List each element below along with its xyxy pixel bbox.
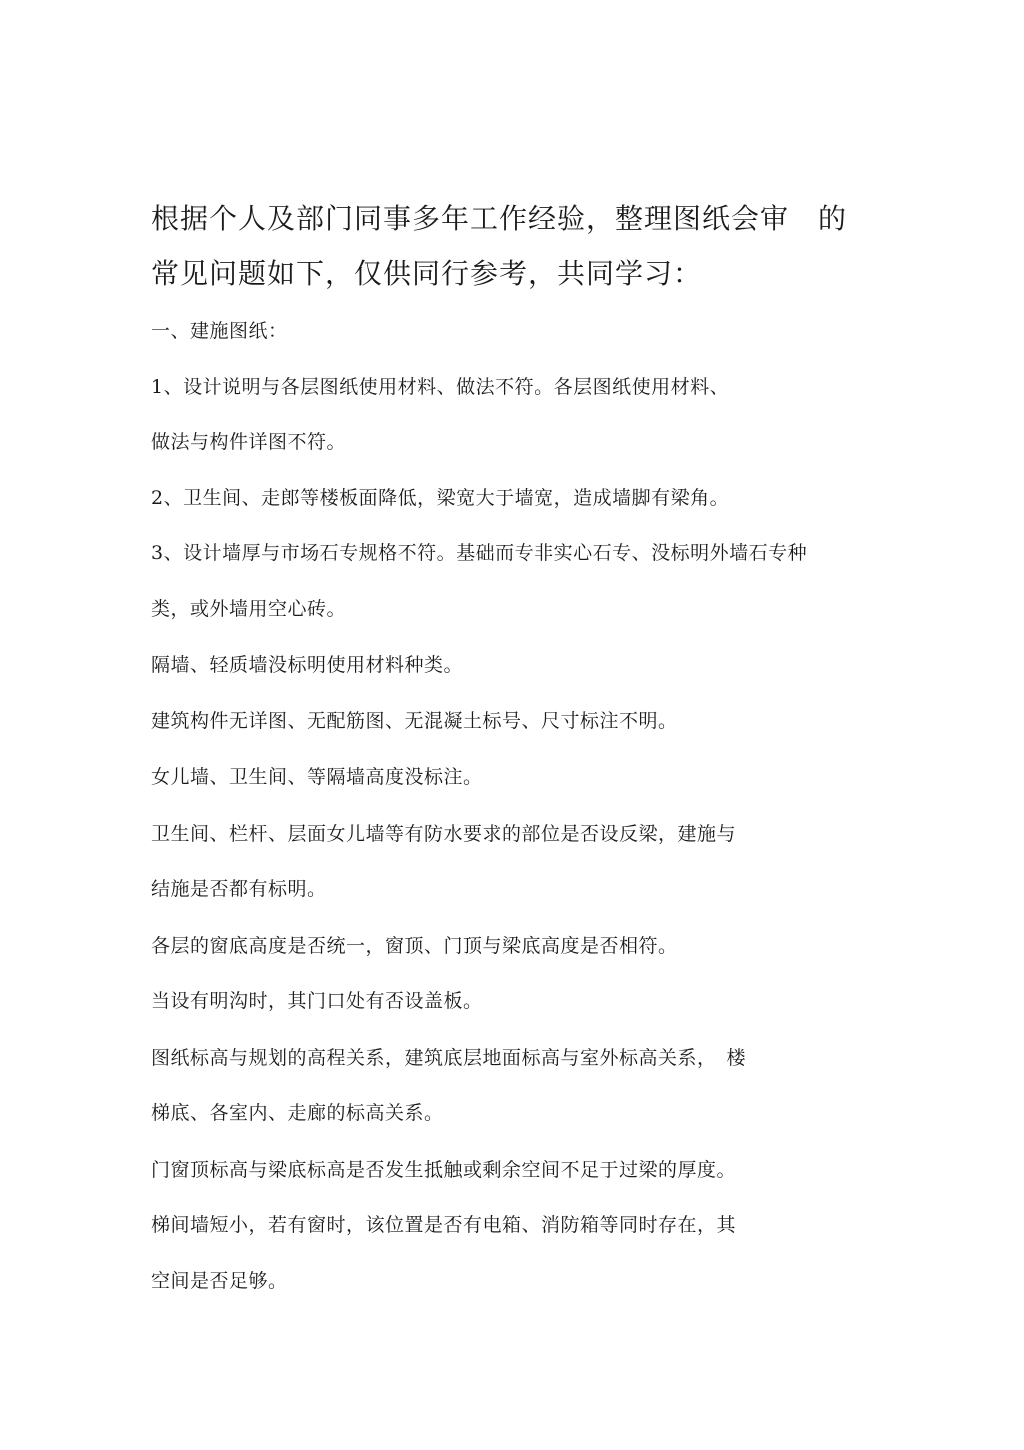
body-line-16: 梯间墙短小，若有窗时，该位置是否有电箱、消防箱等同时存在，其: [151, 1214, 737, 1236]
body-line-5: 类，或外墙用空心砖。: [151, 598, 347, 620]
body-line-14: 梯底、各室内、走廊的标高关系。: [151, 1102, 444, 1124]
body-line-4: 3、设计墙厚与市场石专规格不符。基础而专非实心石专、没标明外墙石专种: [151, 542, 808, 564]
body-line-17: 空间是否足够。: [151, 1270, 288, 1292]
section-heading: 一、建施图纸：: [151, 320, 288, 342]
body-line-15: 门窗顶标高与梁底标高是否发生抵触或剩余空间不足于过梁的厚度。: [151, 1159, 737, 1181]
body-line-13: 图纸标高与规划的高程关系，建筑底层地面标高与室外标高关系， 楼: [151, 1047, 747, 1069]
body-line-6: 隔墙、轻质墙没标明使用材料种类。: [151, 654, 464, 676]
title-line-2: 常见问题如下，仅供同行参考，共同学习：: [151, 257, 703, 290]
body-line-3: 2、卫生间、走郎等楼板面降低，梁宽大于墙宽，造成墙脚有梁角。: [151, 487, 730, 509]
body-line-1: 1、设计说明与各层图纸使用材料、做法不符。各层图纸使用材料、: [151, 376, 730, 398]
body-line-9: 卫生间、栏杆、层面女儿墙等有防水要求的部位是否设反梁，建施与: [151, 823, 737, 845]
body-line-12: 当设有明沟时，其门口处有否设盖板。: [151, 990, 483, 1012]
title-line-1: 根据个人及部门同事多年工作经验，整理图纸会审 的: [151, 202, 848, 235]
body-line-7: 建筑构件无详图、无配筋图、无混凝土标号、尺寸标注不明。: [151, 710, 678, 732]
body-line-10: 结施是否都有标明。: [151, 878, 327, 900]
body-line-2: 做法与构件详图不符。: [151, 431, 347, 453]
body-line-11: 各层的窗底高度是否统一，窗顶、门顶与梁底高度是否相符。: [151, 935, 678, 957]
body-line-8: 女儿墙、卫生间、等隔墙高度没标注。: [151, 766, 483, 788]
